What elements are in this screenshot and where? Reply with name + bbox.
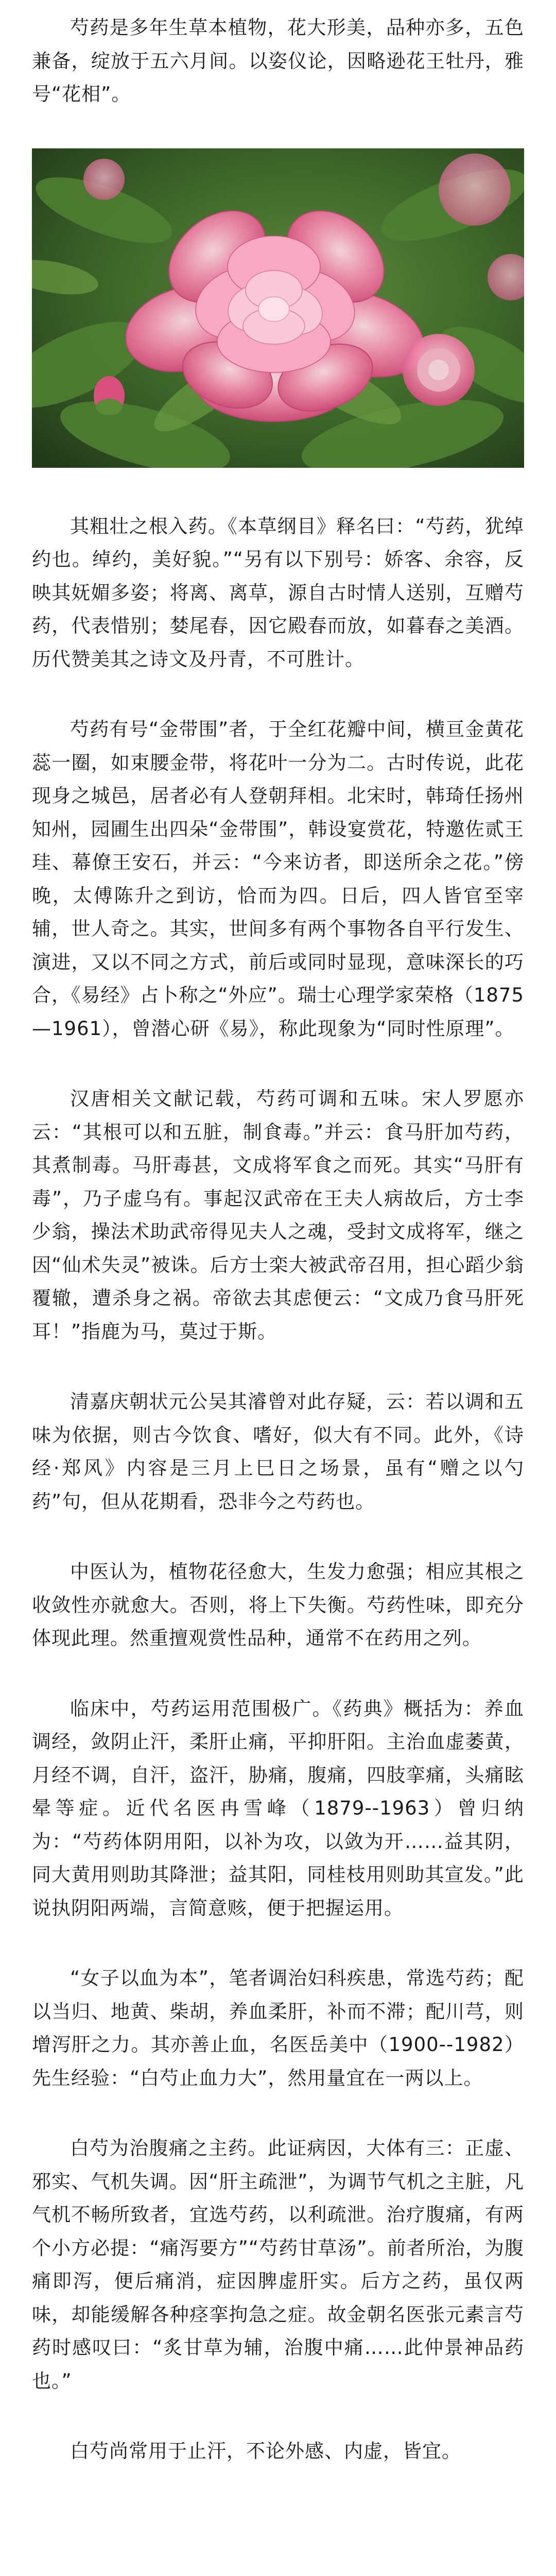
paragraph-han-tang-records: 汉唐相关文献记载，芍药可调和五味。宋人罗愿亦云：“其根可以和五脏，制食毒。”并云：食马肝加芍药，其煮制毒。马肝毒甚，文成将军食之而死。其实“马肝有毒”，乃子虚乌有。事起汉武帝在王夫人病故后，方士李少翁，操法术助武帝得见夫人之魂，受封文成将军，继之因“仙术失灵”被诛。后方士栾大被武帝召用，担心蹈少翁覆辙，遭杀身之祸。帝欲去其虑便云：“文成乃食马肝死耳！”指鹿为马，莫过于斯。 xyxy=(32,1088,524,1343)
paragraph-gynecology: “女子以血为本”，笔者调治妇科疾患，常选芍药；配以当归、地黄、柴胡，养血柔肝，补而不滞；配川芎，则增泻肝之力。其亦善止血，名医岳美中（1900--1982）先生经验：“白芍止血力大”，然用量宜在一两以上。 xyxy=(32,1967,524,2089)
paragraph-wu-qijun-doubt: 清嘉庆朝状元公吴其濬曾对此存疑，云：若以调和五味为依据，则古今饮食、嗜好，似大有不同。此外，《诗经·郑风》内容是三月上巳日之场景，虽有“赠之以勺药”句，但从花期看，恐非今之芍药也。 xyxy=(32,1391,524,1513)
paragraph-golden-belt: 芍药有号“金带围”者，于全红花瓣中间，横亘金黄花蕊一圈，如束腰金带，将花叶一分为二。古时传说，此花现身之城邑，居者必有人登朝拜相。北宋时，韩琦任扬州知州，园圃生出四朵“金带围”，韩设宴赏花，特邀佐贰王珪、幕僚王安石，并云：“今来访者，即送所余之花。”傍晚，太傅陈升之到访，恰而为四。日后，四人皆官至宰辅，世人奇之。其实，世间多有两个事物各自平行发生、演进，又以不同之方式，前后或同时显现，意味深长的巧合，《易经》占卜称之“外应”。瑞士心理学家荣格（1875—1961），曾潜心研《易》，称此现象为“同时性原理”。 xyxy=(32,718,524,1040)
pink-peony-photo xyxy=(32,148,524,468)
paragraph-root-medicine: 其粗壮之根入药。《本草纲目》释名曰：“芍药，犹绰约也。绰约，美好貌。”“另有以下别号：娇客、余容，反映其妩媚多姿；将离、离草，源自古时情人送别，互赠芍药，代表惜别；婪尾春，因它殿春而放，如暮春之美酒。历代赞美其之诗文及丹青，不可胜计。 xyxy=(32,515,524,670)
paragraph-abdominal-pain: 白芍为治腹痛之主药。此证病因，大体有三：正虚、邪实、气机失调。因“肝主疏泄”，为调节气机之主脏，凡气机不畅所致者，宜选芍药，以利疏泄。治疗腹痛，有两个小方必提：“痛泻要方”“芍药甘草汤”。前者所治，为腹痛即泻，便后痛消，症因脾虚肝实。后方之药，虽仅两味，却能缓解各种痉挛拘急之症。故金朝名医张元素言芍药时感叹曰：“炙甘草为辅，治腹中痛……此仲景神品药也。” xyxy=(32,2137,524,2392)
paragraph-sweat: 白芍尚常用于止汗，不论外感、内虚，皆宜。 xyxy=(70,2440,461,2462)
paragraph-tcm-theory: 中医认为，植物花径愈大，生发力愈强；相应其根之收敛性亦就愈大。否则，将上下失衡。芍药性味，即充分体现此理。然重擅观赏性品种，通常不在药用之列。 xyxy=(32,1561,524,1649)
peony-illustration xyxy=(32,148,524,468)
paragraph-clinical-use: 临床中，芍药运用范围极广。《药典》概括为：养血调经，敛阴止汗，柔肝止痛，平抑肝阳。主治血虚萎黄，月经不调，自汗，盗汗，胁痛，腹痛，四肢挛痛，头痛眩晕等症。近代名医冉雪峰（1879--1963）曾归纳为：“芍药体阴用阳，以补为攻，以敛为开……益其阴，同大黄用则助其降泄；益其阳，同桂枝用则助其宣发。”此说执阴阳两端，言简意赅，便于把握运用。 xyxy=(32,1697,524,1919)
paragraph-intro: 芍药是多年生草本植物，花大形美，品种亦多，五色兼备，绽放于五六月间。以姿仪论，因略逊花王牡丹，雅号“花相”。 xyxy=(32,16,524,105)
